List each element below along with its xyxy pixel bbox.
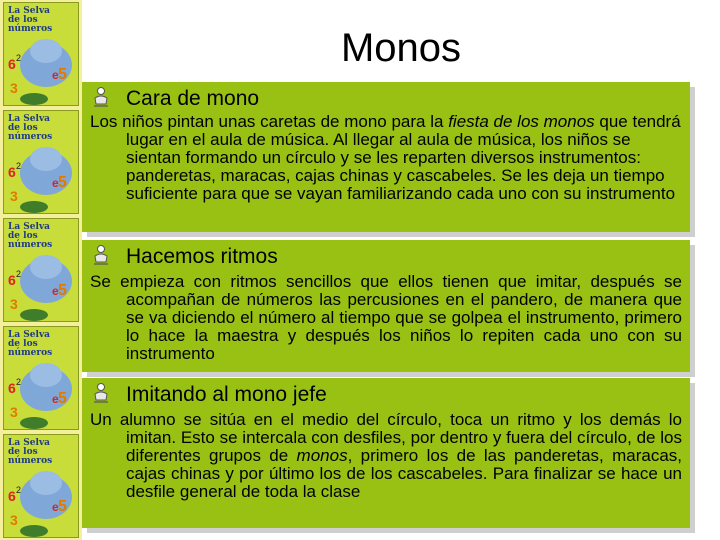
- svg-text:3: 3: [10, 188, 18, 204]
- section-heading: Hacemos ritmos: [126, 245, 278, 268]
- svg-text:5: 5: [58, 174, 67, 191]
- figure-bullet-icon: [90, 86, 112, 108]
- book-title: La Selva de los números: [8, 330, 53, 358]
- svg-text:3: 3: [10, 296, 18, 312]
- svg-text:5: 5: [58, 498, 67, 515]
- emphasized-text: fiesta de los monos: [448, 112, 595, 131]
- svg-text:6: 6: [8, 272, 16, 288]
- svg-text:6: 6: [8, 380, 16, 396]
- svg-text:5: 5: [58, 390, 67, 407]
- svg-text:6: 6: [8, 164, 16, 180]
- book-cover: [3, 218, 79, 322]
- svg-text:3: 3: [10, 404, 18, 420]
- section-text: Un alumno se sitúa en el medio del círculo, toca un ritmo y los demás lo imitan. Esto se intercala con desfiles, por dentro y fuera del círculo, de los diferentes grupos de monos, primero los de las panderetas, maracas, cajas chinas y por último los de los cascabeles. Para finalizar se hace un desfile general de toda la clase: [90, 410, 682, 501]
- emphasized-text: monos: [296, 446, 348, 465]
- svg-text:e: e: [52, 176, 59, 190]
- book-cover: [3, 110, 79, 214]
- svg-text:e: e: [52, 68, 59, 82]
- svg-text:2: 2: [16, 377, 22, 387]
- book-title: La Selva de los números: [8, 6, 53, 34]
- book-cover: [3, 434, 79, 538]
- svg-text:5: 5: [58, 66, 67, 83]
- section-text: Se empieza con ritmos sencillos que ellos tienen que imitar, después se acompañan de números las percusiones en el pandero, de manera que se va diciendo el número al tiempo que se golpea el instrumento, primero lo hace la maestra y después los niños lo repiten cada uno con su instrumento: [90, 272, 682, 363]
- svg-text:2: 2: [16, 485, 22, 495]
- figure-bullet-icon: [90, 244, 112, 266]
- section-heading: Cara de mono: [126, 87, 260, 110]
- section-panel-cara-de-mono: [82, 82, 690, 232]
- slide-title: Monos: [340, 26, 462, 70]
- book-cover-strip: [0, 0, 82, 540]
- svg-text:6: 6: [8, 488, 16, 504]
- section-panel-imitando-al-mono-jefe: [82, 378, 690, 528]
- svg-text:6: 6: [8, 56, 16, 72]
- svg-text:e: e: [52, 500, 59, 514]
- book-cover: [3, 2, 79, 106]
- section-heading: Imitando al mono jefe: [126, 383, 327, 406]
- figure-bullet-icon: [90, 382, 112, 404]
- book-title: La Selva de los números: [8, 438, 53, 466]
- svg-text:5: 5: [58, 282, 67, 299]
- svg-text:2: 2: [16, 269, 22, 279]
- svg-text:3: 3: [10, 80, 18, 96]
- book-title: La Selva de los números: [8, 222, 53, 250]
- svg-text:e: e: [52, 392, 59, 406]
- svg-text:2: 2: [16, 161, 22, 171]
- svg-text:e: e: [52, 284, 59, 298]
- book-cover: [3, 326, 79, 430]
- section-text: Los niños pintan unas caretas de mono para la fiesta de los monos que tendrá lugar en el aula de música. Al llegar al aula de música, los niños se sientan formando un círculo y se les reparten diversos instrumentos: panderetas, maracas, cajas chinas y cascabeles. Se les deja un tiempo suficiente para que se vayan familiarizando cada uno con su instrumento: [90, 112, 681, 203]
- svg-text:3: 3: [10, 512, 18, 528]
- svg-text:2: 2: [16, 53, 22, 63]
- section-panel-hacemos-ritmos: [82, 240, 690, 372]
- book-title: La Selva de los números: [8, 114, 53, 142]
